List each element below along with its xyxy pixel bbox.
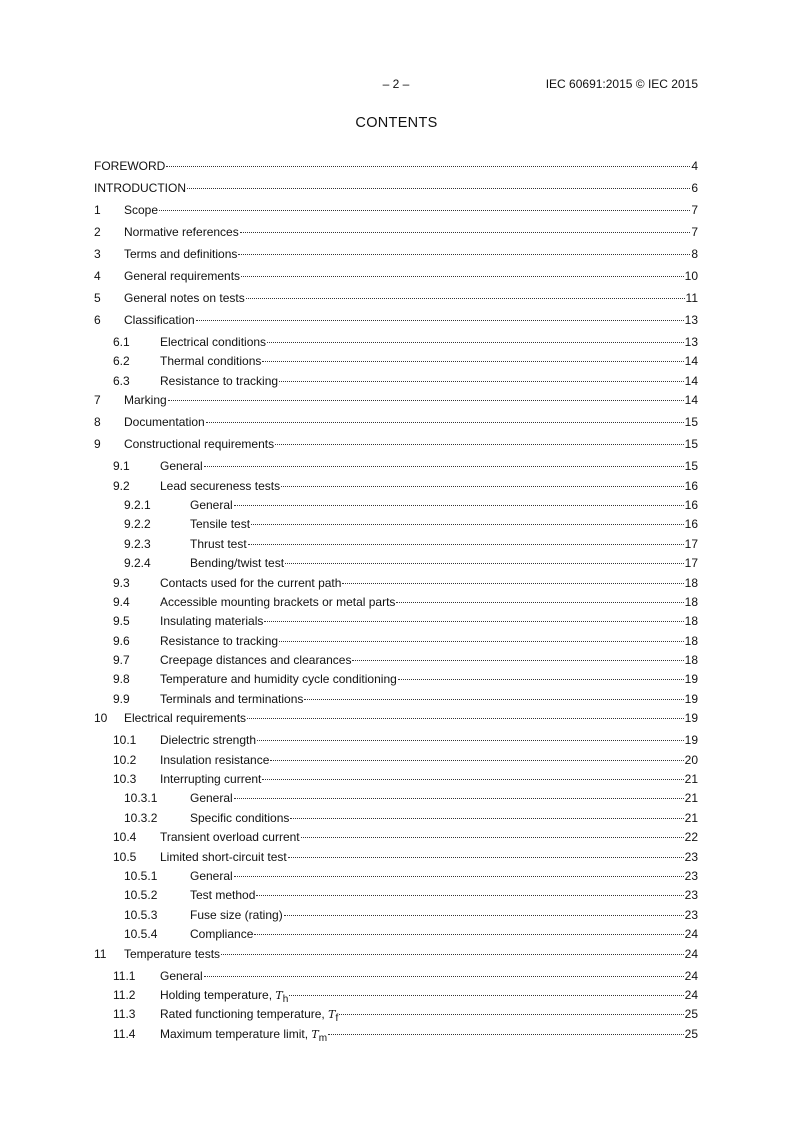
toc-entry-number: 9.2.4 bbox=[124, 556, 151, 571]
toc-entry-page: 21 bbox=[684, 810, 698, 825]
toc-entry-page: 8 bbox=[691, 247, 698, 261]
toc-entry-label: Fuse size (rating) bbox=[190, 907, 283, 922]
toc-entry-number: 11.4 bbox=[113, 1026, 136, 1041]
toc-entry-number: 10.2 bbox=[113, 752, 137, 767]
toc-entry-number: 10.5 bbox=[113, 849, 137, 864]
toc-entry-label: Lead secureness tests bbox=[160, 478, 281, 493]
toc-entry[interactable] bbox=[94, 181, 698, 203]
toc-entry-page: 10 bbox=[684, 269, 698, 283]
toc-entry-number: 6.3 bbox=[113, 373, 130, 388]
toc-entry-label: Compliance bbox=[190, 927, 254, 942]
toc-dot-leader bbox=[270, 760, 683, 761]
toc-dot-leader bbox=[196, 320, 684, 321]
toc-entry-number: 9.6 bbox=[113, 633, 130, 648]
toc-entry-number: 3 bbox=[94, 247, 101, 261]
toc-entry-number: 9.8 bbox=[113, 672, 130, 687]
toc-entry-page: 24 bbox=[684, 987, 698, 1002]
toc-dot-leader bbox=[238, 254, 690, 255]
toc-entry[interactable] bbox=[94, 556, 698, 575]
toc-entry-number: 10.5.3 bbox=[124, 907, 158, 922]
toc-entry[interactable] bbox=[94, 247, 698, 269]
toc-entry-label: Terminals and terminations bbox=[160, 691, 304, 706]
toc-entry[interactable] bbox=[94, 672, 698, 691]
toc-entry-label: Thrust test bbox=[190, 536, 247, 551]
toc-entry-page: 23 bbox=[684, 868, 698, 883]
toc-entry-label: General bbox=[160, 968, 203, 983]
toc-entry-number: 2 bbox=[94, 225, 101, 239]
toc-entry-number: 9 bbox=[94, 437, 101, 452]
toc-entry-label: INTRODUCTION bbox=[94, 181, 186, 195]
toc-dot-leader bbox=[339, 1014, 683, 1015]
toc-dot-leader bbox=[396, 602, 683, 603]
toc-dot-leader bbox=[187, 188, 690, 189]
toc-entry[interactable] bbox=[94, 269, 698, 291]
toc-dot-leader bbox=[264, 621, 683, 622]
toc-entry-page: 18 bbox=[684, 653, 698, 668]
toc-entry-page: 16 bbox=[684, 478, 698, 493]
toc-entry-label: Electrical requirements bbox=[124, 711, 247, 726]
toc-entry-label: Temperature and humidity cycle conditioning bbox=[160, 672, 397, 687]
toc-entry-label: Contacts used for the current path bbox=[160, 575, 342, 590]
toc-entry-page: 24 bbox=[684, 968, 698, 983]
toc-entry-symbol: T bbox=[328, 1008, 336, 1022]
toc-entry-label: Bending/twist test bbox=[190, 556, 285, 571]
toc-entry[interactable] bbox=[94, 576, 698, 595]
toc-entry-label: Classification bbox=[124, 313, 195, 327]
toc-dot-leader bbox=[275, 444, 684, 445]
toc-entry-label: Test method bbox=[190, 888, 256, 903]
toc-entry-symbol: T bbox=[275, 988, 283, 1002]
toc-entry-page: 19 bbox=[684, 691, 698, 706]
toc-entry-number: 11.1 bbox=[113, 968, 136, 983]
toc-entry-page: 16 bbox=[684, 497, 698, 512]
toc-dot-leader bbox=[262, 779, 683, 780]
toc-entry-number: 9.3 bbox=[113, 575, 130, 590]
toc-dot-leader bbox=[262, 361, 683, 362]
toc-entry[interactable] bbox=[94, 634, 698, 653]
toc-entry[interactable] bbox=[94, 888, 698, 907]
toc-entry-page: 17 bbox=[684, 556, 698, 571]
toc-entry-page: 18 bbox=[684, 575, 698, 590]
toc-entry-number: 6 bbox=[94, 313, 101, 327]
toc-entry-page: 15 bbox=[684, 459, 698, 474]
toc-dot-leader bbox=[204, 466, 684, 467]
toc-entry-label: General bbox=[190, 791, 233, 806]
toc-dot-leader bbox=[279, 641, 684, 642]
toc-entry[interactable] bbox=[94, 733, 698, 752]
toc-entry[interactable] bbox=[94, 498, 698, 517]
toc-dot-leader bbox=[257, 740, 684, 741]
toc-entry-page: 13 bbox=[684, 335, 698, 349]
toc-entry-page: 16 bbox=[684, 517, 698, 532]
toc-entry[interactable] bbox=[94, 203, 698, 225]
toc-entry-label: FOREWORD bbox=[94, 159, 166, 173]
toc-entry-page: 13 bbox=[684, 313, 698, 327]
toc-entry-page: 24 bbox=[684, 946, 698, 961]
toc-entry[interactable] bbox=[94, 969, 698, 988]
standard-identifier: IEC 60691:2015 © IEC 2015 bbox=[545, 77, 698, 91]
toc-entry-page: 25 bbox=[684, 1007, 698, 1022]
toc-entry[interactable] bbox=[94, 830, 698, 849]
toc-dot-leader bbox=[398, 679, 684, 680]
toc-entry-label: Normative references bbox=[124, 225, 239, 239]
toc-dot-leader bbox=[284, 915, 684, 916]
toc-entry-number: 6.1 bbox=[113, 335, 130, 349]
toc-entry-page: 7 bbox=[691, 225, 698, 239]
toc-entry-number: 10.3 bbox=[113, 772, 137, 787]
toc-dot-leader bbox=[342, 583, 683, 584]
toc-entry[interactable] bbox=[94, 393, 698, 415]
toc-entry-number: 5 bbox=[94, 291, 101, 305]
toc-dot-leader bbox=[281, 486, 684, 487]
toc-entry-page: 18 bbox=[684, 594, 698, 609]
toc-dot-leader bbox=[166, 166, 690, 167]
toc-entry-label: Marking bbox=[124, 393, 167, 408]
toc-entry-number: 9.1 bbox=[113, 459, 130, 474]
page-header bbox=[0, 77, 793, 93]
toc-entry-number: 9.2 bbox=[113, 478, 130, 493]
toc-entry-page: 17 bbox=[684, 536, 698, 551]
toc-entry[interactable] bbox=[94, 811, 698, 830]
toc-entry[interactable] bbox=[94, 753, 698, 772]
toc-entry-label: Resistance to tracking bbox=[160, 373, 279, 388]
toc-entry-label: General bbox=[190, 868, 233, 883]
toc-dot-leader bbox=[251, 524, 684, 525]
toc-entry[interactable] bbox=[94, 614, 698, 633]
toc-dot-leader bbox=[247, 718, 684, 719]
toc-entry-number: 10 bbox=[94, 711, 108, 726]
toc-dot-leader bbox=[159, 210, 690, 211]
toc-dot-leader bbox=[168, 400, 684, 401]
toc-entry-number: 10.3.1 bbox=[124, 791, 158, 806]
toc-entry-label: Electrical conditions bbox=[160, 335, 267, 349]
toc-entry[interactable] bbox=[94, 711, 698, 733]
toc-entry-number: 10.5.2 bbox=[124, 888, 158, 903]
toc-dot-leader bbox=[301, 837, 684, 838]
toc-entry-number: 11 bbox=[94, 946, 107, 961]
toc-dot-leader bbox=[234, 505, 684, 506]
page-title: CONTENTS bbox=[355, 115, 438, 131]
toc-entry-page: 11 bbox=[685, 291, 698, 305]
toc-dot-leader bbox=[304, 699, 683, 700]
toc-entry-page: 14 bbox=[684, 354, 698, 369]
toc-entry-number: 9.7 bbox=[113, 653, 130, 668]
table-of-contents bbox=[94, 159, 698, 1046]
toc-entry[interactable] bbox=[94, 692, 698, 711]
toc-entry-label: Tensile test bbox=[190, 517, 251, 532]
toc-entry-label: Rated functioning temperature, $T_f$ bbox=[160, 1007, 339, 1025]
toc-entry-page: 7 bbox=[691, 203, 698, 217]
toc-entry-page: 18 bbox=[684, 633, 698, 648]
toc-dot-leader bbox=[240, 232, 691, 233]
toc-entry-label: Transient overload current bbox=[160, 830, 300, 845]
toc-entry-page: 18 bbox=[684, 614, 698, 629]
toc-entry[interactable] bbox=[94, 291, 698, 313]
toc-entry-label: General notes on tests bbox=[124, 291, 245, 305]
toc-entry[interactable] bbox=[94, 415, 698, 437]
toc-entry-page: 6 bbox=[691, 181, 698, 195]
page-number: – 2 – bbox=[382, 77, 410, 91]
toc-entry-label: Scope bbox=[124, 203, 159, 217]
toc-entry-number: 10.5.1 bbox=[124, 868, 158, 883]
toc-entry[interactable] bbox=[94, 225, 698, 247]
toc-entry-page: 25 bbox=[684, 1026, 698, 1041]
toc-entry[interactable] bbox=[94, 537, 698, 556]
toc-entry-label: Resistance to tracking bbox=[160, 633, 279, 648]
toc-entry-number: 9.5 bbox=[113, 614, 130, 629]
toc-entry-label: Limited short-circuit test bbox=[160, 849, 287, 864]
toc-entry[interactable] bbox=[94, 1007, 698, 1026]
toc-entry[interactable] bbox=[94, 791, 698, 810]
toc-entry-number: 9.2.3 bbox=[124, 536, 151, 551]
toc-entry[interactable] bbox=[94, 335, 698, 354]
toc-entry-subscript: h bbox=[282, 993, 289, 1005]
toc-entry[interactable] bbox=[94, 772, 698, 791]
toc-entry-number: 6.2 bbox=[113, 354, 130, 369]
toc-entry-page: 15 bbox=[684, 437, 698, 452]
toc-entry-symbol: T bbox=[311, 1027, 319, 1041]
toc-entry-page: 21 bbox=[684, 772, 698, 787]
toc-dot-leader bbox=[234, 798, 684, 799]
toc-entry-number: 9.2.1 bbox=[124, 497, 151, 512]
toc-entry[interactable] bbox=[94, 313, 698, 335]
toc-dot-leader bbox=[248, 544, 684, 545]
toc-entry-page: 4 bbox=[691, 159, 698, 173]
toc-entry[interactable] bbox=[94, 595, 698, 614]
toc-entry-page: 15 bbox=[684, 415, 698, 430]
toc-entry-label: Documentation bbox=[124, 415, 205, 430]
toc-dot-leader bbox=[290, 818, 683, 819]
toc-dot-leader bbox=[328, 1034, 684, 1035]
toc-entry-subscript: m bbox=[318, 1032, 328, 1044]
toc-entry-label: Constructional requirements bbox=[124, 437, 275, 452]
toc-dot-leader bbox=[288, 857, 684, 858]
toc-entry-label: General bbox=[190, 497, 233, 512]
toc-dot-leader bbox=[234, 876, 684, 877]
toc-entry[interactable] bbox=[94, 653, 698, 672]
toc-dot-leader bbox=[204, 976, 684, 977]
toc-entry-page: 14 bbox=[684, 373, 698, 388]
toc-entry-page: 19 bbox=[684, 733, 698, 748]
toc-entry[interactable] bbox=[94, 908, 698, 927]
toc-entry[interactable] bbox=[94, 869, 698, 888]
toc-entry-page: 23 bbox=[684, 849, 698, 864]
toc-dot-leader bbox=[221, 954, 684, 955]
toc-entry-label: Interrupting current bbox=[160, 772, 262, 787]
toc-entry-number: 11.2 bbox=[113, 987, 136, 1002]
toc-entry-page: 24 bbox=[684, 927, 698, 942]
toc-entry-number: 11.3 bbox=[113, 1007, 136, 1022]
toc-entry-number: 10.3.2 bbox=[124, 810, 158, 825]
toc-entry[interactable] bbox=[94, 988, 698, 1007]
toc-entry-number: 9.4 bbox=[113, 594, 130, 609]
toc-entry-label: Specific conditions bbox=[190, 810, 290, 825]
toc-dot-leader bbox=[289, 995, 683, 996]
toc-entry-page: 14 bbox=[684, 393, 698, 408]
toc-dot-leader bbox=[352, 660, 683, 661]
toc-dot-leader bbox=[285, 563, 684, 564]
toc-dot-leader bbox=[256, 895, 683, 896]
toc-entry-label: Thermal conditions bbox=[160, 354, 262, 369]
toc-entry-number: 10.4 bbox=[113, 830, 137, 845]
toc-entry-label: Insulation resistance bbox=[160, 752, 270, 767]
toc-entry[interactable] bbox=[94, 947, 698, 969]
toc-entry-number: 8 bbox=[94, 415, 101, 430]
toc-entry-page: 21 bbox=[684, 791, 698, 806]
toc-entry-label: Temperature tests bbox=[124, 946, 221, 961]
toc-entry-label: Accessible mounting brackets or metal parts bbox=[160, 594, 396, 609]
toc-entry-page: 20 bbox=[684, 752, 698, 767]
toc-entry-page: 19 bbox=[684, 672, 698, 687]
toc-entry[interactable] bbox=[94, 374, 698, 393]
toc-entry-page: 23 bbox=[684, 907, 698, 922]
toc-entry[interactable] bbox=[94, 159, 698, 181]
toc-entry-number: 10.1 bbox=[113, 733, 137, 748]
toc-dot-leader bbox=[279, 381, 684, 382]
toc-entry-page: 19 bbox=[684, 711, 698, 726]
toc-dot-leader bbox=[241, 276, 684, 277]
toc-entry-label: Creepage distances and clearances bbox=[160, 653, 352, 668]
toc-entry[interactable] bbox=[94, 927, 698, 946]
toc-entry-page: 23 bbox=[684, 888, 698, 903]
toc-entry-label: Holding temperature, $T_h$ bbox=[160, 987, 289, 1005]
toc-dot-leader bbox=[206, 422, 684, 423]
toc-entry[interactable] bbox=[94, 354, 698, 373]
toc-entry[interactable] bbox=[94, 479, 698, 498]
toc-entry-number: 7 bbox=[94, 393, 101, 408]
toc-entry[interactable] bbox=[94, 1027, 698, 1046]
toc-entry-label: General bbox=[160, 459, 203, 474]
toc-entry-number: 4 bbox=[94, 269, 101, 283]
toc-entry-label: General requirements bbox=[124, 269, 241, 283]
toc-entry[interactable] bbox=[94, 850, 698, 869]
toc-entry-label: Maximum temperature limit, $T_m$ bbox=[160, 1026, 328, 1044]
toc-entry[interactable] bbox=[94, 437, 698, 459]
toc-dot-leader bbox=[254, 934, 683, 935]
toc-entry-number: 1 bbox=[94, 203, 101, 217]
toc-entry-number: 9.9 bbox=[113, 691, 130, 706]
toc-entry-label: Insulating materials bbox=[160, 614, 264, 629]
toc-entry[interactable] bbox=[94, 459, 698, 478]
toc-dot-leader bbox=[267, 342, 684, 343]
toc-entry-number: 9.2.2 bbox=[124, 517, 151, 532]
toc-dot-leader bbox=[246, 298, 685, 299]
toc-entry[interactable] bbox=[94, 517, 698, 536]
toc-entry-page: 22 bbox=[684, 830, 698, 845]
toc-entry-label: Dielectric strength bbox=[160, 733, 257, 748]
toc-entry-number: 10.5.4 bbox=[124, 927, 158, 942]
toc-entry-subscript: f bbox=[335, 1013, 339, 1025]
toc-entry-label: Terms and definitions bbox=[124, 247, 238, 261]
